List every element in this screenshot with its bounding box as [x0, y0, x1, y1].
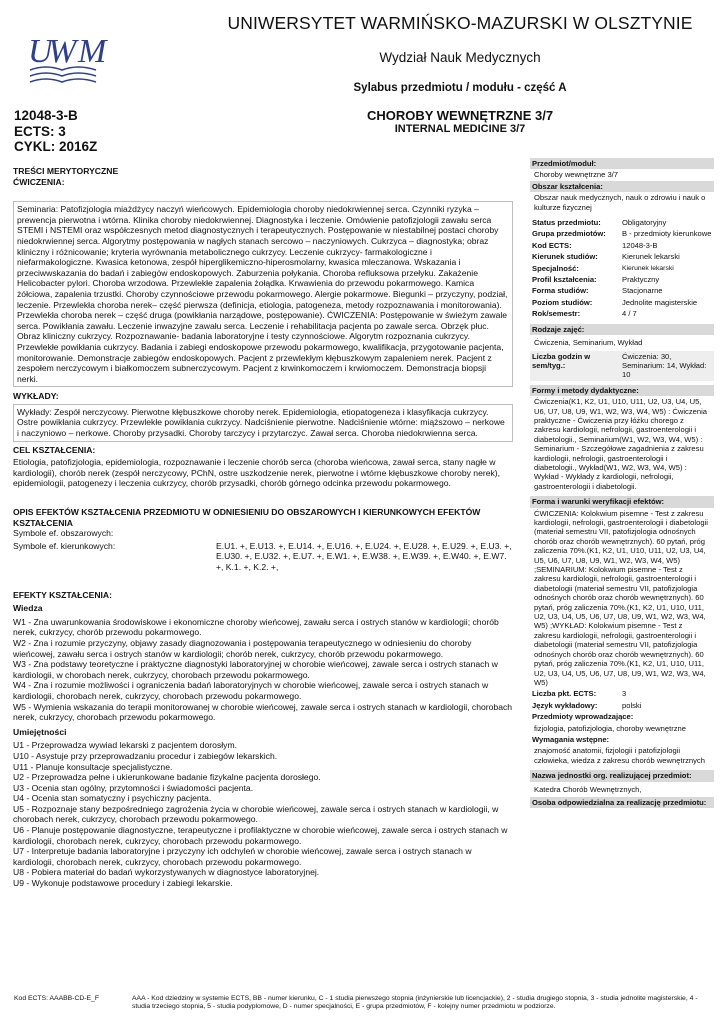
course-code-block [14, 108, 97, 155]
sidebar-row [530, 240, 714, 251]
svg-text:W: W [48, 33, 77, 70]
sidebar [530, 158, 714, 808]
zajecia-label: Rodzaje zajęć: [530, 324, 714, 335]
wiedza-heading: Wiedza [13, 603, 43, 614]
jednostka-label: Nazwa jednostki org. realizującej przedmiot: [530, 770, 714, 781]
opis-heading: OPIS EFEKTÓW KSZTAŁCENIA PRZEDMIOTU W ODNIESIENIU DO OBSZAROWYCH I KIERUNKOWYCH EFEKTÓW KSZTAŁCENIA [13, 507, 481, 528]
jednostka-value: Katedra Chorób Wewnętrznych, [534, 784, 642, 794]
formy-label: Formy i metody dydaktyczne: [530, 385, 714, 396]
przedmiot-label: Przedmiot/moduł: [530, 158, 714, 169]
row-label: Kierunek studiów: [532, 252, 598, 262]
jezyk-row [530, 700, 714, 711]
course-name-pl: CHOROBY WEWNĘTRZNE 3/7 [366, 108, 554, 123]
wiedza-text: W1 - Zna uwarunkowania środowiskowe i ekonomiczne choroby wieńcowej, zawału serca i ostrych stanów w kardiologii; chorób nerek, cukrzycy, chorób przewodu pokarmowego. W2 - Zna i rozumie przyczyny, objawy zasady diagnozowania i postępowania terapeutycznego w odniesieniu do choroby wieńcowej, zawału serca i ostrych stanów w kardiologii; chorób nerek, cukrzycy, chorób przewodu pokarmowego. W3 - Zna podstawy teoretyczne i praktyczne diagnostyki laboratoryjnej w chorobie wieńcowej, zawale serca i ostrych stanach w kardiologii, w chorobach nerek, cukrzycy, chorobach przewodu pokarmowego. W4 - Zna i rozumie możliwości i ograniczenia badań laboratoryjnych w chorobie wieńcowej, zawale serca i ostrych stanach w kardiologii, chorobach nerek, cukrzycy, chorobach przewodu pokarmowego. W5 - Wymienia wskazania do terapii monitorowanej w chorobie wieńcowej, zawale serca i ostrych stanach w kardiologii, chorobach nerek, cukrzycy, chorobach przewodu pokarmowego. [13, 616, 513, 723]
sym-obszar-row [13, 528, 513, 539]
obszar-label: Obszar kształcenia: [530, 181, 714, 192]
godziny-label: Liczba godzin w sem/tyg.: [532, 351, 591, 370]
tresci-box [13, 201, 513, 387]
sidebar-row [530, 285, 714, 296]
formy-value: Ćwiczenia(K1, K2, U1, U10, U11, U2, U3, U4, U5, U6, U7, U8, U9, W1, W2, W3, W4, W5) : Ćwiczenia praktyczne - Ćwiczenia przy łóżku chorego z zakresu kardiologii, nefrologii, gastroenterologii i diabetologii., Seminarium(W1, W2, W3, W4, W5) : Seminarium - Szczegółowe zagadnienia z zakresu kardiologii, nefrologii, gastroenterologii i diabetologii., Wykład(W1, W2, W3, W4, W5) : Wykład - Wykłady z kardiologii, nefrologii, gastroenterologii i diabetologii. [534, 397, 708, 491]
przedmiot-value: Choroby wewnętrzne 3/7 [534, 170, 618, 180]
svg-text:M: M [78, 33, 107, 70]
sym-kier-value: E.U1. +, E.U13. +, E.U14. +, E.U16. +, E.U24. +, E.U28. +, E.U29. +, E.U3. +, E.U30. +, E.U32. +, E.U7. +, E.W1. +, E.W38. +, E.W39. +, E.W40. +, E.W7. +, K.1. +, K.2. +, [216, 540, 512, 572]
obszar-value: Obszar nauk medycznych, nauk o zdrowiu i nauk o kulturze fizycznej [534, 193, 706, 212]
row-value: Kierunek lekarski [622, 252, 680, 262]
sym-obszar-value [216, 528, 513, 539]
ects-value: 3 [622, 689, 627, 699]
warunki-label: Forma i warunki weryfikacji efektów: [530, 496, 714, 507]
sidebar-row [530, 263, 714, 274]
sidebar-row [530, 274, 714, 285]
godziny-row [530, 351, 714, 381]
row-label: Grupa przedmiotów: [532, 229, 606, 239]
godziny-value: Ćwiczenia: 30, Seminarium: 14, Wykład: 10 [622, 351, 707, 380]
sidebar-row [530, 251, 714, 262]
wyklady-heading: WYKŁADY: [13, 391, 59, 402]
ects-label: Liczba pkt. ECTS: [532, 689, 597, 699]
wyklady-box [13, 404, 513, 442]
row-value: B - przedmioty kierunkowe [622, 229, 712, 239]
sidebar-row [530, 297, 714, 308]
syllabus-title: Sylabus przedmiotu / modułu - część A [353, 82, 567, 94]
wprowadzajace-label: Przedmioty wprowadzające: [532, 712, 634, 722]
row-value: 4 / 7 [622, 309, 637, 319]
jezyk-label: Język wykładowy: [532, 700, 598, 710]
sidebar-row [530, 228, 714, 239]
course-code: 12048-3-B [14, 108, 78, 123]
svg-text:U: U [28, 33, 53, 70]
sym-obszar-label: Symbole ef. obszarowych: [13, 528, 114, 539]
row-label: Profil kształcenia: [532, 275, 597, 285]
sidebar-row [530, 308, 714, 319]
university-logo [26, 24, 107, 94]
cycle: CYKL: 2016Z [14, 139, 98, 154]
main-content [13, 166, 513, 889]
cel-text: Etiologia, patofizjologia, epidemiologia, rozpoznawanie i leczenie chorób serca (choroba wieńcowa, zawał serca, stany nagłe w kardiologii), chorób nerek (zespół nerczycowy, PChN, ostre uszkodzenie nerek, pierwotne i wtórne kłębuszkowe choroby nerek), epidemiologii, patogenezy i leczenia cukrzycy, chorób przysadki, chorób górnego odcinka przewodu pokarmowego. [13, 457, 501, 489]
sym-kier-row [13, 541, 513, 573]
wprowadzajace-value: fizjologia, patofizjologia, choroby wewnętrzne [534, 723, 686, 733]
faculty-name: Wydział Nauk Medycznych [379, 50, 541, 65]
sidebar-row [530, 217, 714, 228]
umiejetnosci-text: U1 - Przeprowadza wywiad lekarski z pacjentem dorosłym. U10 - Asystuje przy przeprowadzaniu procedur i zabiegów lekarskich. U11 - Planuje konsultacje specjalistyczne. U2 - Przeprowadza pełne i ukierunkowane badanie fizykalne pacjenta dorosłego. U3 - Ocenia stan ogólny, przytomności i świadomości pacjenta. U4 - Ocenia stan somatyczny i psychiczny pacjenta. U5 - Rozpoznaje stany bezpośredniego zagrożenia życia w chorobie wieńcowej, zawale serca i ostrych stanach w kardiologii, w chorobach nerek, cukrzycy, chorobach przewodu pokarmowego. U6 - Planuje postępowanie diagnostyczne, terapeutyczne i profilaktyczne w chorobie wieńcowej, zawale serca i ostrych stanach w kardiologii, chorobach nerek, cukrzycy, chorobach przewodu pokarmowego. U7 - Interpretuje badania laboratoryjne i przyczyny ich odchyleń w chorobie wieńcowej, zawale serca i ostrych stanach w kardiologii, chorobach nerek, cukrzycy, chorobach przewodu pokarmowego. U8 - Pobiera materiał do badań wykorzystywanych w diagnostyce laboratoryjnej. U9 - Wykonuje podstawowe procedury i zabiegi lekarskie. [13, 740, 508, 889]
row-label: Forma studiów: [532, 286, 589, 296]
footer-code-label: Kod ECTS: AAABB-CD-E_F [14, 995, 99, 1002]
osoba-label: Osoba odpowiedzialna za realizację przedmiotu: [530, 797, 714, 808]
row-value: Jednolite magisterskie [622, 297, 698, 307]
ects-row [530, 688, 714, 699]
wymagania-label: Wymagania wstępne: [532, 734, 610, 744]
umiejetnosci-heading: Umiejętności [13, 726, 67, 737]
wymagania-value: znajomość anatomii, fizjologii i patofizjologii człowieka, wiedza z zakresu chorób wewnętrznych [534, 746, 705, 765]
row-label: Poziom studiów: [532, 297, 593, 307]
sym-kier-label: Symbole ef. kierunkowych: [13, 540, 116, 551]
row-value: Praktyczny [622, 275, 660, 285]
ects-points: ECTS: 3 [14, 123, 66, 139]
row-value: 12048-3-B [622, 240, 658, 250]
warunki-value: ĆWICZENIA: Kolokwium pisemne - Test z zakresu kardiologii, nefrologii, gastroenterologii i diabetologii (materiał semestru VII, patofizjologia odnośnych chorób oraz chorób wewnętrznych). 60 pytań, próg zaliczenia 70%.(K1, K2, U1, U10, U11, U2, U3, U4, U5, U6, U7, U8, U9, W1, W2, W3, W4, W5) ;SEMINARIUM: Kolokwium pisemne - Test z zakresu kardiologii, nefrologii, gastroenterologii i diabetologii (materiał semestru VII, patofizjologia odnośnych chorób oraz chorób wewnętrznych). 60 pytań, próg zaliczenia 70%.(K1, K2, U1, U10, U11, U2, U3, U4, U5, U6, U7, U8, U9, W1, W2, W3, W4, W5) ;WYKŁAD: Kolokwium pisemne - Test z zakresu kardiologii, nefrologii, gastroenterologii i diabetologii (materiał semestru VII, patofizjologia odnośnych chorób oraz chorób wewnętrznych). 60 pytań, próg zaliczenia 70%.(K1, K2, U1, U10, U11, U2, U3, U4, U5, U6, U7, U8, U9, W1, W2, W3, W4, W5) [534, 508, 708, 687]
row-label: Kod ECTS: [532, 240, 572, 250]
efekty-heading: EFEKTY KSZTAŁCENIA: [13, 589, 112, 600]
cel-heading: CEL KSZTAŁCENIA: [13, 444, 96, 455]
footer [14, 995, 714, 1011]
zajecia-value: Ćwiczenia, Seminarium, Wykład [534, 338, 643, 348]
row-value: Obligatoryjny [622, 218, 667, 228]
tresci-heading: TREŚCI MERYTORYCZNE [13, 166, 119, 176]
course-name-en: INTERNAL MEDICINE 3/7 [394, 123, 526, 135]
row-value: Kierunek lekarski [622, 264, 674, 272]
footer-legend: AAA - Kod dziedziny w systemie ECTS, BB - numer kierunku, C - 1 studia pierwszego stopnia (inżynierskie lub licencjackie), 2 - studia drugiego stopnia, 3 - studia jednolite magisterskie, 4 - studia trzeciego stopnia, 5 - studia podyplomowe, D - numer specjalności, E - grupa przedmiotów, F - kolejny numer przedmiotu w podziorze. [132, 995, 698, 1011]
cwiczenia-heading: ĆWICZENIA: [13, 176, 65, 187]
tresci-text: Seminaria: Patofizjologia miażdżycy naczyń wieńcowych. Epidemiologia choroby niedokrwiennej serca. Czynniki ryzyka – prewencja pierwotna i wtórna. Klinika choroby niedokrwiennej. Diagnostyka i leczenie. Omówienie patofizjologii zawału serca STEMI i NSTEMI oraz współczesnych metod diagnostycznych i terapeutycznych. Postępowanie w niestabilnej postaci choroby niedokrwiennej serca. Algorytmy postępowania w nagłych stanach sercowo – naczyniowych. Cukrzyca – diagnostyka; obraz kliniczny i różnicowanie; kryteria wyrównania metabolicznego cukrzycy. Leczenie cukrzycy- farmakologiczne i niefarmakologiczne. Kwasica ketonowa, zespół hiperglikemiczno-hiperosmolarny, kwasica mleczanowa. Wskazania i przeciwwskazania do badań i zabiegów endoskopowych. Zaburzenia połykania. Choroba refluksowa przełyku. Zakażenie Helicobacter pylori. Choroba wrzodowa. Przewlekłe zapalenia żołądka. Krwawienia do przewodu pokarmowego. Kamica żółciowa, zapalenia trzustki. Choroby czynnościowe przewodu pokarmowego. Alergie pokarmowe. Biegunki – przyczyny, podział, leczenie. Przewlekła choroba nerek– część pierwsza (definicja, etiologia, patogeneza, metody rozpoznawania i monitorowania). Przewlekła choroba nerek – część druga (powikłania narządowe, postępowanie). ĆWICZENIA: Postępowanie w świeżym zawale serca. Powikłania zawału. Leczenie inwazyjne zawału serca. Leczenie i rehabilitacja pacjenta po zawale serca. Obrzęk płuc. Obraz kliniczny cukrzycy. Rozpoznawanie- badania laboratoryjne i testy czynnościowe. Algorytm rozpoznania cukrzycy. Przewlekłe powikłania cukrzycy. Badania i zabiegi endoskopowe przewodu pokarmowego, kwalifikacja, przygotowanie pacjenta, monitorowanie. Demonstracje zabiegów endoskopowych. Pacjent z przewlekłym kłębuszkowym zapaleniem nerek. Pacjent z zespołem nerczycowym i białkomoczem subnerczycowym. Pacjent z krwinkomoczem i krwiomoczem. Demonstracja biopsji nerki. [17, 204, 508, 384]
university-name: UNIWERSYTET WARMIŃSKO-MAZURSKI W OLSZTYNIE [227, 13, 693, 33]
row-value: Stacjonarne [622, 286, 663, 296]
jezyk-value: polski [622, 700, 642, 710]
row-label: Specjalność: [532, 263, 579, 273]
wyklady-text: Wykłady: Zespół nerczycowy. Pierwotne kłębuszkowe choroby nerek. Epidemiologia, etiopatogeneza i klasyfikacja cukrzycy. Ostre powikłania cukrzycy. Przewlekłe powikłania cukrzycy. Nadciśnienie pierwotne. Nadciśnienie wtórne: miąższowo – nerkowe i naczyniowo – nerkowe. Choroby przysadki. Choroby tarczycy i przytarczyc. Zawał serca. Choroba niedokrwienna serca. [17, 406, 505, 439]
row-label: Rok/semestr: [532, 309, 581, 319]
row-label: Status przedmiotu: [532, 218, 601, 228]
